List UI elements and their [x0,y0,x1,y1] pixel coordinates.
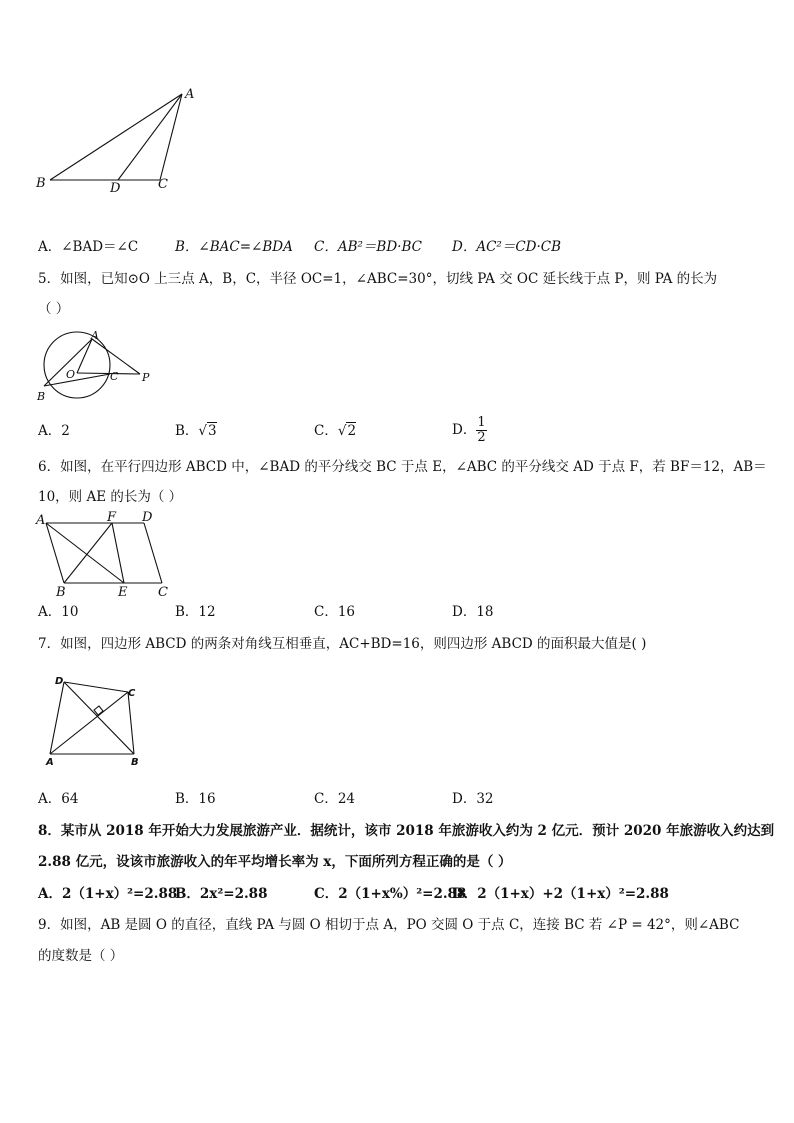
q7-label-a: A [46,757,54,768]
q9-stem-line2: 的度数是（ ） [38,948,124,964]
q7-option-c: C．24 [314,791,356,807]
q5-label-o: O [66,368,76,381]
q7-option-b: B．16 [175,791,216,807]
q6-parallelogram-figure [34,510,184,600]
q4-label-d: D [110,181,121,192]
q4-option-c: C．AB²＝BD·BC [314,239,422,255]
q8-stem-line2: 2.88 亿元，设该市旅游收入的年平均增长率为 x，下面所列方程正确的是（ ） [38,854,512,870]
q5-option-c-radicand: 2 [347,423,357,439]
q5-option-c-prefix: C． [314,423,338,439]
q4-label-b: B [36,176,46,191]
q6-stem-line1: 6．如图，在平行四边形 ABCD 中，∠BAD 的平分线交 BC 于点 E，∠ABC 的平分线交 AD 于点 F，若 BF＝12，AB＝ [38,459,767,475]
q5-option-c [314,422,356,440]
q5-option-d-denominator: 2 [477,430,486,445]
q7-option-d: D．32 [452,791,494,807]
q4-triangle-figure [30,82,210,192]
q6-label-a: A [36,513,46,528]
q7-label-b: B [131,757,139,768]
q8-option-d: D．2（1+x）+2（1+x）²=2.88 [452,886,669,902]
q5-option-b-prefix: B． [175,423,199,439]
q4-option-d: D．AC²＝CD·CB [452,239,562,255]
q6-label-c: C [158,585,168,600]
q5-option-a-value: 2 [61,423,70,439]
q4-option-b: B．∠BAC=∠BDA [175,239,293,255]
q5-option-b-sqrt: √3 [198,423,217,439]
q6-label-b: B [56,585,66,600]
q8-stem-line1: 8．某市从 2018 年开始大力发展旅游产业．据统计，该市 2018 年旅游收入约为 2 亿元．预计 2020 年旅游收入约达到 [38,823,775,839]
q7-label-c: C [128,688,136,699]
q4-label-a: A [185,87,195,102]
q5-label-a: A [91,329,99,342]
q8-option-a: A．2（1+x）²=2.88 [38,886,178,902]
q5-label-b: B [37,390,46,403]
q5-circle-figure [34,328,164,404]
q5-option-b [175,422,217,440]
q5-label-c: C [110,370,119,383]
q6-option-c: C．16 [314,604,356,620]
q5-option-c-sqrt: √2 [337,423,357,439]
q4-option-a: A．∠BAD＝∠C [38,239,139,255]
q4-label-c: C [158,177,168,192]
q6-label-d: D [142,510,153,525]
q6-label-e: E [118,585,128,600]
q5-option-d-prefix: D． [452,422,477,438]
q6-stem-line2: 10，则 AE 的长为（ ） [38,489,183,505]
q5-stem-line1: 5．如图，已知⊙O 上三点 A，B，C，半径 OC=1，∠ABC=30°，切线 PA 交 OC 延长线于点 P，则 PA 的长为 [38,271,718,287]
q8-option-c: C．2（1+x%）²=2.88 [314,886,467,902]
q7-stem: 7．如图，四边形 ABCD 的两条对角线互相垂直，AC+BD=16，则四边形 ABCD 的面积最大值是( ) [38,636,647,652]
q7-option-a: A．64 [38,791,79,807]
q9-stem-line1: 9．如图，AB 是圆 O 的直径，直线 PA 与圆 O 相切于点 A，PO 交圆 O 于点 C，连接 BC 若 ∠P = 42°，则∠ABC [38,917,740,933]
q5-option-d [452,413,487,447]
q5-label-p: P [142,371,150,384]
q7-quadrilateral-figure [38,672,148,772]
q6-option-a: A．10 [38,604,79,620]
q6-option-b: B．12 [175,604,216,620]
q6-option-d: D．18 [452,604,494,620]
q7-label-d: D [55,676,64,687]
q5-stem-line2: （ ） [38,301,70,317]
q5-option-a [38,422,70,440]
q8-option-b: B．2x²=2.88 [175,886,268,902]
q5-option-b-radicand: 3 [208,423,217,439]
q6-label-f: F [107,510,117,525]
q5-option-d-fraction [476,416,486,445]
q5-option-d-numerator: 1 [477,415,486,430]
q5-option-a-prefix: A． [38,423,62,439]
